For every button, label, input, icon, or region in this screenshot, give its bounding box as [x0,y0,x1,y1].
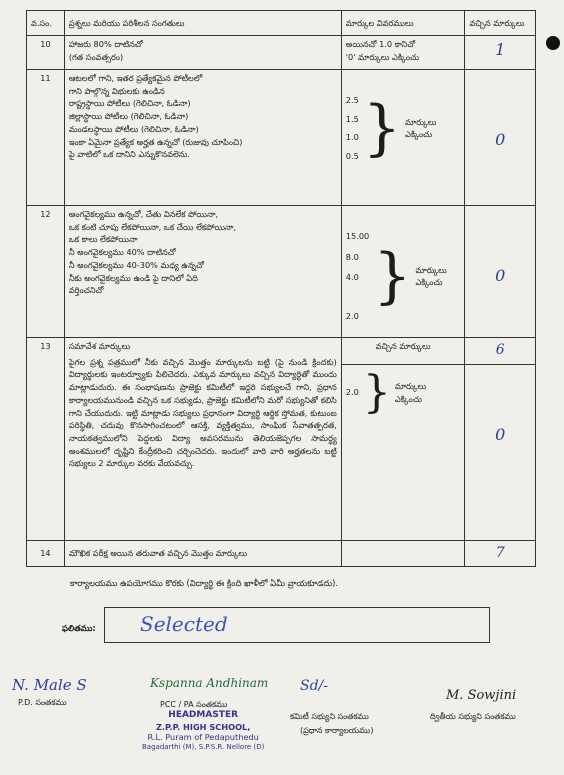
row-number: 10 [27,36,65,70]
brace-label: ఎక్కించు [394,393,422,404]
second-signature-label: ద్వితీయ సభ్యుని సంతకము [430,712,516,721]
pd-signature: N. Male S [12,676,87,694]
mark-value: 8.0 [345,251,359,262]
header-marks-obtained: వచ్చిన మార్కులు [465,11,536,36]
mark-value: 0.5 [345,151,359,162]
row-number: 14 [27,540,65,567]
row-number: 11 [27,70,65,206]
row-text: ఇంకా ఏమైనా ప్రత్యేక అర్హత ఉన్నచో (రుజువు చూపించి) [68,136,243,147]
row-description [64,36,341,70]
stamp-line: Z.P.P. HIGH SCHOOL, [155,721,251,732]
row-text: మండలస్థాయి పోటీలు (గెలిచినా, ఓడినా) [68,123,199,134]
row-text: గాని పాల్గొన్న విభులకు ఉండిన [68,85,165,96]
mark-value: 1.0 [345,132,359,143]
row-description [64,206,341,338]
table-header-row [27,11,536,36]
handwritten-mark: 6 [495,342,505,358]
row-obtained [465,70,536,206]
row-text: జిల్లాస్థాయి పోటీలు (గెలిచినా, ఓడినా) [68,111,189,122]
row-text: హాజరు 80% దాటినచో [68,39,143,49]
table-row-11 [27,70,536,206]
row-text: పై వాటిలో ఒక దానిని ఎన్నుకొనవలెను. [68,149,190,160]
school-stamp [142,710,264,752]
office-use-note: కార్యాలయము ఉపయోగము కొరకు (విద్యార్థి ఈ క్రింది ఖాళీలో ఏమీ వ్రాయకూడదు). [70,578,339,588]
row-number: 12 [27,206,65,338]
row-obtained-header [465,338,536,365]
row-text: ఒక కాలు లేకపోయినా [68,234,138,245]
brace-symbol: } [362,366,391,418]
row-text: (గత సంవత్సరం) [68,51,124,62]
table-row-14 [27,540,536,567]
stamp-line: R.L. Puram of Pedaputhedu [147,732,259,743]
row-text: ఆటలలో గాని, ఇతర ప్రత్యేకమైన పోటీలలో [68,73,203,83]
pcc-signature-label: PCC / PA సంతకము [160,700,228,709]
row-obtained [465,36,536,70]
brace-label: మార్కులు [394,380,427,391]
brace-label: మార్కులు [405,116,437,127]
row-text: వర్తించనిచో [68,285,104,296]
mark-value: 2.0 [345,387,359,398]
result-handwritten: Selected [140,612,228,636]
stamp-line: HEADMASTER [168,710,239,720]
mark-value: 4.0 [345,272,359,283]
row-marks-details [341,540,465,567]
punch-hole [546,36,560,50]
row-marks-header: వచ్చిన మార్కులు [341,338,465,365]
row-obtained [465,540,536,567]
handwritten-mark: 0 [495,266,506,285]
pd-signature-label: P.D. సంతకము [18,698,67,707]
handwritten-mark: 0 [495,424,506,444]
pcc-signature: Kspanna Andhinam [150,676,269,690]
brace-label: ఎక్కించు [405,129,433,140]
marks-text: '0' మార్కులు ఎక్కించు [345,51,420,62]
handwritten-mark: 1 [495,40,506,59]
table-row-12 [27,206,536,338]
result-label: ఫలితము: [62,623,96,633]
row-text: నీకు అంగవైకల్యము ఉండి పై దానిలో ఏది [68,272,198,283]
stamp-line: Bagadarthi (M), S.P.S.R. Nellore (D) [142,743,265,751]
mark-value: 2.0 [345,311,359,322]
row-description: మౌఖిక పరీక్ష అయిన తరువాత వచ్చిన మొత్తం మార్కులు [64,540,341,567]
row-text: అంగవైకల్యము ఉన్నచో, చేతు వినలేక పోయినా, [68,209,219,219]
header-sno: వ.సం. [27,11,65,36]
marks-brace-group [346,230,461,323]
row-marks-details [341,70,465,206]
header-question: ప్రశ్నలు మరియు పరిశీలన సంగతులు [64,11,341,36]
brace-label: మార్కులు [415,264,447,275]
marks-brace-group [345,366,461,418]
brace-symbol: } [373,241,412,312]
mark-value: 2.5 [345,95,359,105]
row-marks-details [341,206,465,338]
row-obtained [465,206,536,338]
marks-brace-group [346,94,461,163]
row-text: నీ అంగవైకల్యము 40% దాటినచో [68,247,176,258]
marks-text: అయినచో 1.0 కానిచో [345,39,416,49]
table-row-10 [27,36,536,70]
row-text: నీ అంగవైకల్యము 40-30% మధ్య ఉన్నచో [68,259,204,270]
member-signature-sub: (ప్రధాన కార్యాలయము) [300,726,374,735]
row-text: ఒక కంటి చూపు లేకపోయినా, ఒక చేయి లేకపోయినా, [68,221,237,232]
row-marks-details [341,364,465,540]
handwritten-mark: 7 [495,544,505,561]
row-number: 13 [27,338,65,541]
row-marks-details [341,36,465,70]
row-description [64,70,341,206]
table-row-13-header [27,338,536,365]
row-obtained [465,364,536,540]
brace-label: ఎక్కించు [415,277,443,288]
mark-value: 15.00 [345,231,370,241]
marks-table [26,10,536,567]
second-signature: M. Sowjini [446,688,517,703]
brace-symbol: } [362,93,402,164]
header-marks-details: మార్కుల వివరములు [341,11,465,36]
member-signature: Sd/- [300,678,328,694]
member-signature-label: కమిటీ సభ్యుని సంతకము [290,712,369,721]
row-paragraph: పైగల ప్రశ్న పత్రములో నీకు వచ్చిన మొత్తం మార్కులను బట్టి (పై నుండి క్రిందకు) విద్యార్థులకు ఇంటర్వ్యూకు పిలిచెదరు. ఎక్కువ మార్కులు వచ్చిన విద్యార్థితో ముందు మాట్లాడుదురు. ఈ సంభాషణను ప్రాజెక్టు కమిటీలో ఇద్దరి సభ్యులచే గాని, ప్రధాన కార్యాలయమునుండి వచ్చిన ఒక సభ్యుడు, ప్రాజెక్టు కమిటీలోని మరో సభ్యునితో కలిసి గాని చేయుదురు. ఇట్టి మాట్లాడు సభ్యులు ప్రధానంగా విద్యార్థి ఆర్థిక స్తోమత, కుటుంబ పరిస్థితి, చదువు కొనసాగించటంలో ఆసక్తి, వ్యక్తిత్వము, సాంఘిక సేవాతత్పరత, నాయకత్వములోని పెద్దలకు విద్యా అవసరమును తెలియజెప్పగల సామర్థ్య అంశములలో దృష్టిని కేంద్రీకరించి చర్చించెదరు. ఇందులో వారి వారి అర్హతలను బట్టి సభ్యులు 2 మార్కుల వరకు వేయవచ్చు. [68,356,337,469]
mark-value: 1.5 [345,113,359,124]
handwritten-mark: 0 [495,130,506,149]
row-description [64,338,341,541]
row-text: రాష్ట్రస్థాయి పోటీలు (గెలిచినా, ఓడినా) [68,98,191,109]
row-title: సమావేశ మార్కులు [68,341,131,351]
